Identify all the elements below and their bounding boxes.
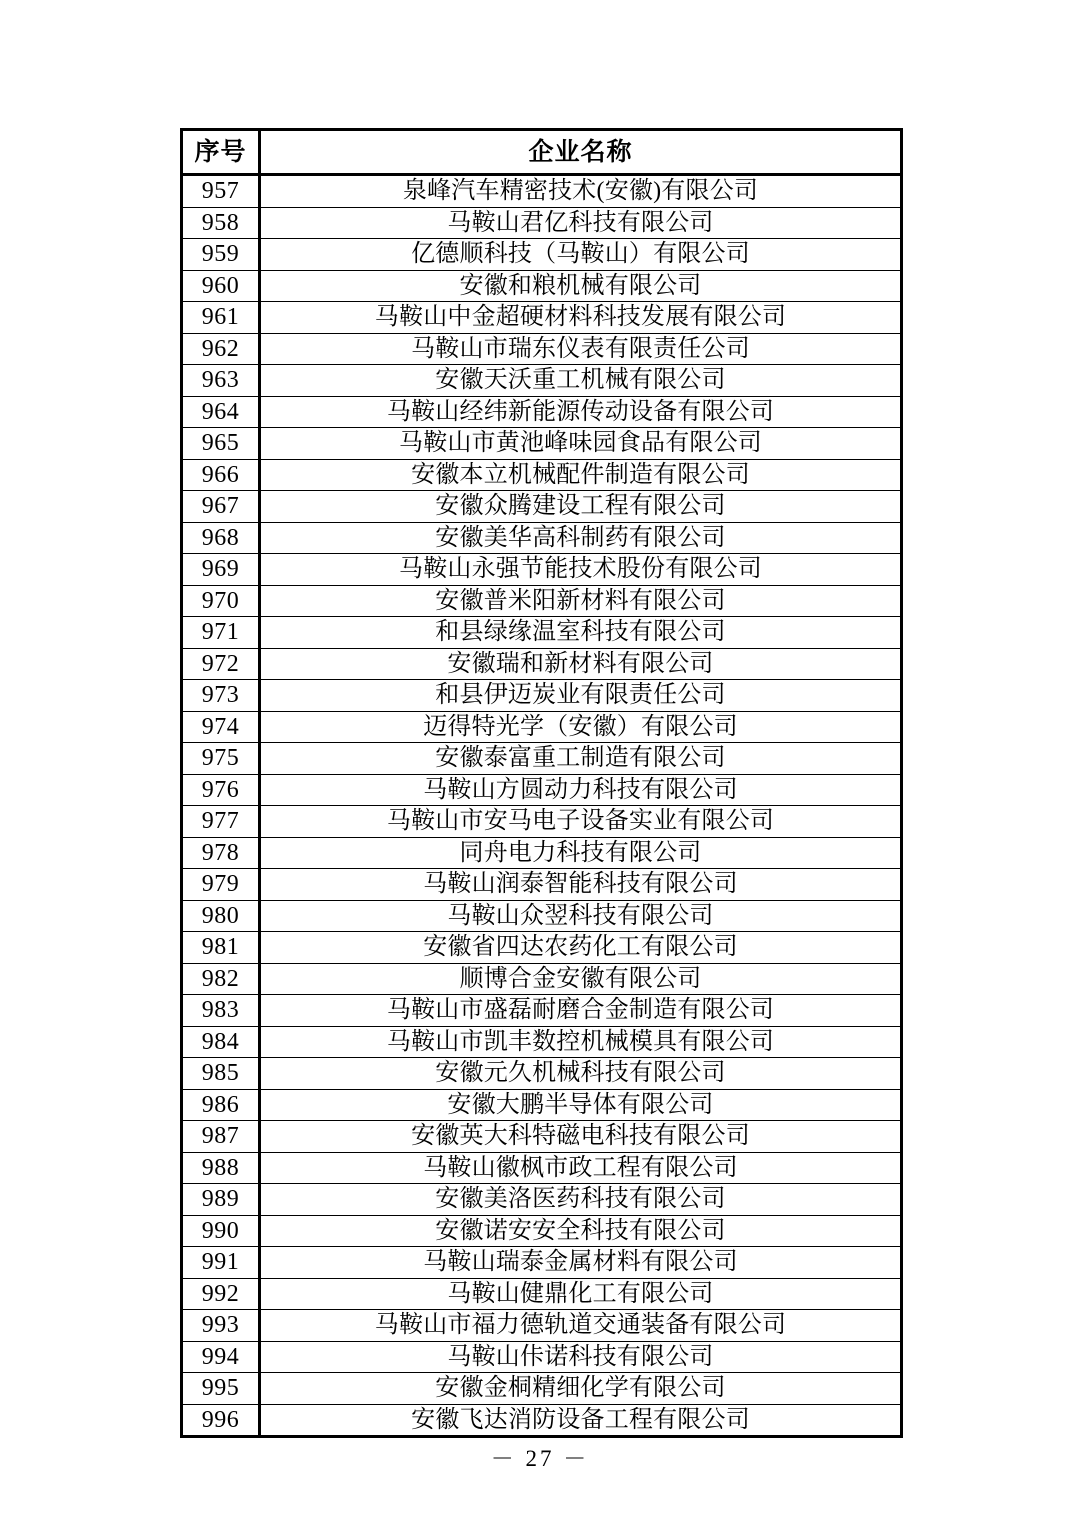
table-row: [182, 711, 902, 743]
cell-sequence: 957: [182, 175, 260, 208]
cell-enterprise-name: 马鞍山瑞泰金属材料有限公司: [260, 1247, 902, 1279]
cell-enterprise-name: 顺博合金安徽有限公司: [260, 963, 902, 995]
cell-sequence: 988: [182, 1152, 260, 1184]
table-row: [182, 396, 902, 428]
table-row: [182, 743, 902, 775]
cell-enterprise-name: 安徽和粮机械有限公司: [260, 270, 902, 302]
cell-enterprise-name: 和县绿缘温室科技有限公司: [260, 617, 902, 649]
cell-sequence: 984: [182, 1026, 260, 1058]
cell-sequence: 985: [182, 1058, 260, 1090]
cell-enterprise-name: 安徽美洛医药科技有限公司: [260, 1184, 902, 1216]
cell-sequence: 993: [182, 1310, 260, 1342]
cell-sequence: 995: [182, 1373, 260, 1405]
cell-enterprise-name: 马鞍山中金超硬材料科技发展有限公司: [260, 302, 902, 334]
table-row: [182, 1089, 902, 1121]
cell-sequence: 960: [182, 270, 260, 302]
cell-enterprise-name: 安徽金桐精细化学有限公司: [260, 1373, 902, 1405]
table-body: [182, 175, 902, 1437]
cell-sequence: 962: [182, 333, 260, 365]
cell-sequence: 979: [182, 869, 260, 901]
table-header: [182, 130, 902, 175]
table-row: [182, 522, 902, 554]
cell-enterprise-name: 马鞍山君亿科技有限公司: [260, 207, 902, 239]
cell-sequence: 978: [182, 837, 260, 869]
table-row: [182, 1310, 902, 1342]
table-row: [182, 302, 902, 334]
cell-enterprise-name: 安徽英大科特磁电科技有限公司: [260, 1121, 902, 1153]
page-number-footer: － 27 －: [490, 1446, 590, 1471]
cell-sequence: 994: [182, 1341, 260, 1373]
cell-enterprise-name: 马鞍山方圆动力科技有限公司: [260, 774, 902, 806]
table-row: [182, 175, 902, 208]
table-row: [182, 1026, 902, 1058]
table-row: [182, 900, 902, 932]
cell-sequence: 975: [182, 743, 260, 775]
table-row: [182, 617, 902, 649]
table-header-row: [182, 130, 902, 175]
cell-sequence: 972: [182, 648, 260, 680]
cell-sequence: 971: [182, 617, 260, 649]
cell-enterprise-name: 马鞍山市盛磊耐磨合金制造有限公司: [260, 995, 902, 1027]
cell-enterprise-name: 马鞍山润泰智能科技有限公司: [260, 869, 902, 901]
table-row: [182, 837, 902, 869]
table-row: [182, 1341, 902, 1373]
table-row: [182, 1404, 902, 1437]
table-row: [182, 774, 902, 806]
cell-enterprise-name: 马鞍山经纬新能源传动设备有限公司: [260, 396, 902, 428]
cell-enterprise-name: 马鞍山市凯丰数控机械模具有限公司: [260, 1026, 902, 1058]
cell-sequence: 987: [182, 1121, 260, 1153]
cell-enterprise-name: 马鞍山佧诺科技有限公司: [260, 1341, 902, 1373]
table-row: [182, 1247, 902, 1279]
cell-sequence: 969: [182, 554, 260, 586]
cell-sequence: 986: [182, 1089, 260, 1121]
table-row: [182, 1058, 902, 1090]
cell-enterprise-name: 安徽大鹏半导体有限公司: [260, 1089, 902, 1121]
table-row: [182, 239, 902, 271]
cell-enterprise-name: 安徽泰富重工制造有限公司: [260, 743, 902, 775]
table-row: [182, 585, 902, 617]
table-row: [182, 995, 902, 1027]
table-row: [182, 1121, 902, 1153]
cell-enterprise-name: 马鞍山市黄池峰味园食品有限公司: [260, 428, 902, 460]
cell-enterprise-name: 安徽美华高科制药有限公司: [260, 522, 902, 554]
cell-sequence: 977: [182, 806, 260, 838]
enterprise-listing-table: [180, 128, 903, 1438]
table-row: [182, 1373, 902, 1405]
table-row: [182, 207, 902, 239]
cell-sequence: 982: [182, 963, 260, 995]
table-row: [182, 680, 902, 712]
cell-enterprise-name: 安徽元久机械科技有限公司: [260, 1058, 902, 1090]
table-row: [182, 554, 902, 586]
cell-enterprise-name: 安徽省四达农药化工有限公司: [260, 932, 902, 964]
table-row: [182, 333, 902, 365]
cell-enterprise-name: 泉峰汽车精密技术(安徽)有限公司: [260, 175, 902, 208]
cell-sequence: 963: [182, 365, 260, 397]
cell-enterprise-name: 安徽瑞和新材料有限公司: [260, 648, 902, 680]
cell-sequence: 981: [182, 932, 260, 964]
enterprise-listing-table-wrapper: [180, 128, 900, 1438]
cell-sequence: 965: [182, 428, 260, 460]
cell-sequence: 996: [182, 1404, 260, 1437]
table-row: [182, 491, 902, 523]
cell-enterprise-name: 安徽众腾建设工程有限公司: [260, 491, 902, 523]
table-row: [182, 428, 902, 460]
cell-sequence: 974: [182, 711, 260, 743]
cell-enterprise-name: 马鞍山市瑞东仪表有限责任公司: [260, 333, 902, 365]
cell-enterprise-name: 和县伊迈炭业有限责任公司: [260, 680, 902, 712]
cell-sequence: 976: [182, 774, 260, 806]
table-row: [182, 932, 902, 964]
cell-sequence: 992: [182, 1278, 260, 1310]
cell-enterprise-name: 同舟电力科技有限公司: [260, 837, 902, 869]
table-row: [182, 648, 902, 680]
column-header-sequence: 序号: [182, 130, 260, 175]
cell-sequence: 966: [182, 459, 260, 491]
cell-sequence: 968: [182, 522, 260, 554]
cell-enterprise-name: 安徽天沃重工机械有限公司: [260, 365, 902, 397]
cell-enterprise-name: 马鞍山永强节能技术股份有限公司: [260, 554, 902, 586]
table-row: [182, 869, 902, 901]
cell-sequence: 991: [182, 1247, 260, 1279]
cell-enterprise-name: 安徽飞达消防设备工程有限公司: [260, 1404, 902, 1437]
cell-enterprise-name: 安徽普米阳新材料有限公司: [260, 585, 902, 617]
table-row: [182, 270, 902, 302]
cell-sequence: 959: [182, 239, 260, 271]
table-row: [182, 806, 902, 838]
table-row: [182, 459, 902, 491]
cell-sequence: 983: [182, 995, 260, 1027]
cell-sequence: 989: [182, 1184, 260, 1216]
cell-enterprise-name: 马鞍山市安马电子设备实业有限公司: [260, 806, 902, 838]
cell-enterprise-name: 马鞍山徽枫市政工程有限公司: [260, 1152, 902, 1184]
column-header-enterprise-name: 企业名称: [260, 130, 902, 175]
cell-sequence: 980: [182, 900, 260, 932]
cell-enterprise-name: 马鞍山众翌科技有限公司: [260, 900, 902, 932]
table-row: [182, 963, 902, 995]
table-row: [182, 365, 902, 397]
cell-sequence: 958: [182, 207, 260, 239]
cell-enterprise-name: 安徽诺安安全科技有限公司: [260, 1215, 902, 1247]
table-row: [182, 1152, 902, 1184]
cell-enterprise-name: 亿德顺科技（马鞍山）有限公司: [260, 239, 902, 271]
table-row: [182, 1278, 902, 1310]
cell-enterprise-name: 迈得特光学（安徽）有限公司: [260, 711, 902, 743]
cell-enterprise-name: 安徽本立机械配件制造有限公司: [260, 459, 902, 491]
cell-enterprise-name: 马鞍山市福力德轨道交通装备有限公司: [260, 1310, 902, 1342]
cell-sequence: 970: [182, 585, 260, 617]
cell-sequence: 961: [182, 302, 260, 334]
table-row: [182, 1215, 902, 1247]
cell-sequence: 964: [182, 396, 260, 428]
cell-sequence: 967: [182, 491, 260, 523]
table-row: [182, 1184, 902, 1216]
cell-enterprise-name: 马鞍山健鼎化工有限公司: [260, 1278, 902, 1310]
cell-sequence: 973: [182, 680, 260, 712]
cell-sequence: 990: [182, 1215, 260, 1247]
